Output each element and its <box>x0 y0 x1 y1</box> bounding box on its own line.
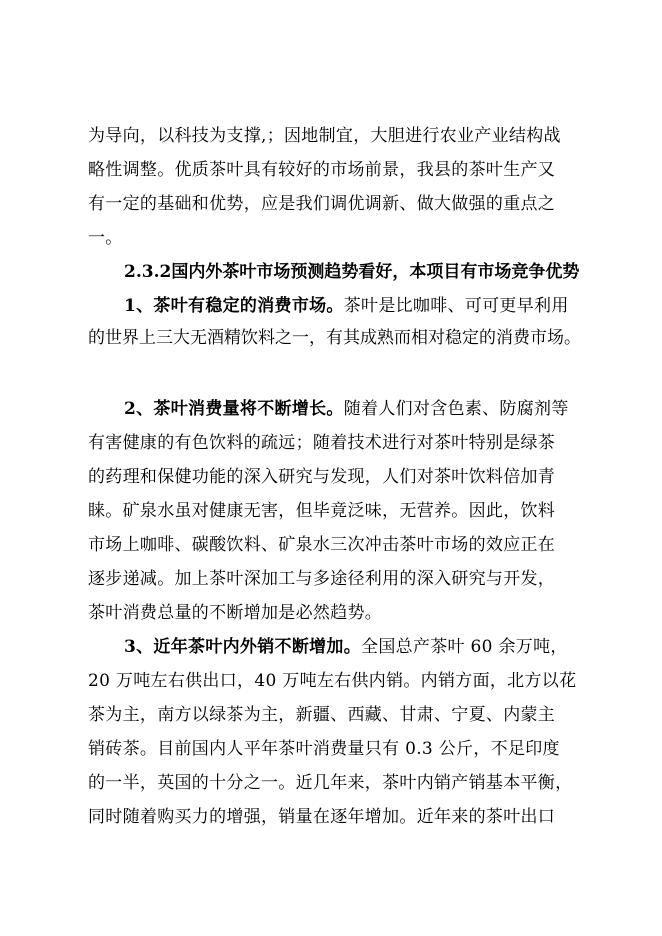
point3-line-4: 销砖茶。目前国内人平年茶叶消费量只有 0.3 公斤，不足印度 <box>88 739 560 759</box>
intro-line-4: 一。 <box>88 228 123 248</box>
point1-text-1: 茶叶是比咖啡、可可更早利用 <box>343 296 569 316</box>
point2-line-3: 的药理和保健功能的深入研究与发现，人们对茶叶饮料倍加青 <box>88 467 556 487</box>
point2-line-7: 茶叶消费总量的不断增加是必然趋势。 <box>88 603 383 623</box>
point2-line-6: 逐步递减。加上茶叶深加工与多途径利用的深入研究与开发， <box>88 569 556 589</box>
point3-title: 3、近年茶叶内外销不断增加。 <box>124 637 362 657</box>
point3-text-1: 全国总产茶叶 60 余万吨， <box>361 637 568 657</box>
point2-line-2: 有害健康的有色饮料的疏远；随着技术进行对茶叶特别是绿茶 <box>88 433 556 453</box>
intro-line-1: 为导向，以科技为支撑,；因地制宜，大胆进行农业产业结构战 <box>88 126 561 146</box>
point2-line-5: 市场上咖啡、碳酸饮料、矿泉水三次冲击茶叶市场的效应正在 <box>88 535 556 555</box>
point3-line-5: 的一半，英国的十分之一。近几年来，茶叶内销产销基本平衡， <box>88 773 573 793</box>
point3-line-1 <box>124 635 662 659</box>
intro-line-3: 有一定的基础和优势，应是我们调优调新、做大做强的重点之 <box>88 194 556 214</box>
point3-line-3: 茶为主，南方以绿茶为主，新疆、西藏、甘肃、宁夏、内蒙主 <box>88 705 556 725</box>
point2-line-1 <box>124 397 662 421</box>
section-heading: 2.3.2国内外茶叶市场预测趋势看好，本项目有市场竞争优势 <box>124 262 580 282</box>
point1-title: 1、茶叶有稳定的消费市场。 <box>124 296 344 316</box>
point2-line-4: 睐。矿泉水虽对健康无害，但毕竟泛味，无营养。因此，饮料 <box>88 501 556 521</box>
point3-line-6: 同时随着购买力的增强，销量在逐年增加。近年来的茶叶出口 <box>88 807 556 827</box>
point3-line-2: 20 万吨左右供出口，40 万吨左右供内销。内销方面，北方以花 <box>88 671 577 691</box>
point1-line-2: 的世界上三大无酒精饮料之一，有其成熟而相对稳定的消费市场。 <box>88 328 581 348</box>
point2-title: 2、茶叶消费量将不断增长。 <box>124 399 344 419</box>
point2-text-1: 随着人们对含色素、防腐剂等 <box>343 399 569 419</box>
intro-line-2: 略性调整。优质茶叶具有较好的市场前景，我县的茶叶生产又 <box>88 160 556 180</box>
point1-line-1 <box>124 294 662 318</box>
